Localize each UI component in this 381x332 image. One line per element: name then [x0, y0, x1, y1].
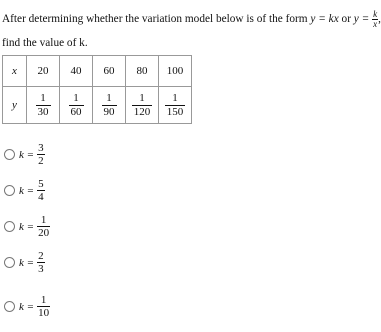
- answer-option-5[interactable]: [4, 294, 50, 319]
- radio-button[interactable]: [4, 185, 15, 196]
- form-direct: y = kx: [310, 13, 339, 26]
- x-row: [3, 56, 192, 87]
- option-label: k =: [19, 256, 35, 269]
- y-value-4: [126, 87, 159, 124]
- x-value-2: 40: [60, 56, 93, 87]
- x-value-3: 60: [93, 56, 126, 87]
- option-denominator: 4: [38, 191, 44, 204]
- y-header: y: [3, 87, 27, 124]
- variation-table: [2, 55, 192, 124]
- x-value-4: 80: [126, 56, 159, 87]
- x-value-5: 100: [159, 56, 192, 87]
- y-value-1-den: 30: [37, 105, 49, 118]
- form-inverse-denominator: x: [373, 19, 378, 29]
- y-value-3-den: 90: [103, 105, 115, 118]
- y-value-5: [159, 87, 192, 124]
- option-numerator: 5: [38, 178, 44, 190]
- option-label: k =: [19, 148, 35, 161]
- option-label: k =: [19, 300, 35, 313]
- option-denominator: 20: [38, 227, 50, 240]
- radio-button[interactable]: [4, 221, 15, 232]
- option-fraction: [37, 250, 45, 275]
- y-value-5-den: 150: [166, 105, 184, 118]
- y-value-4-den: 120: [133, 105, 151, 118]
- option-denominator: 3: [38, 263, 44, 276]
- answer-option-3[interactable]: [4, 214, 50, 239]
- option-fraction: [37, 214, 50, 239]
- option-numerator: 1: [40, 294, 47, 306]
- form-inverse-lhs: y =: [353, 13, 370, 26]
- y-value-2: [60, 87, 93, 124]
- y-value-3: [93, 87, 126, 124]
- question-line-2: find the value of k.: [2, 37, 88, 49]
- x-value-1: 20: [27, 56, 60, 87]
- answer-option-1[interactable]: [4, 142, 45, 167]
- y-value-2-num: 1: [73, 91, 79, 104]
- answer-option-2[interactable]: [4, 178, 45, 203]
- option-denominator: 2: [38, 155, 44, 168]
- option-fraction: [37, 178, 45, 203]
- y-row: [3, 87, 192, 124]
- y-value-5-num: 1: [172, 91, 178, 104]
- y-value-3-num: 1: [106, 91, 112, 104]
- option-label: k =: [19, 184, 35, 197]
- y-value-2-den: 60: [70, 105, 82, 118]
- option-numerator: 2: [38, 250, 44, 262]
- option-denominator: 10: [38, 307, 50, 320]
- option-numerator: 3: [38, 142, 44, 154]
- option-label: k =: [19, 220, 35, 233]
- question-line-1: [2, 10, 381, 29]
- y-value-1: [27, 87, 60, 124]
- option-numerator: 1: [40, 214, 47, 226]
- answer-option-4[interactable]: [4, 250, 45, 275]
- question-suffix: ,: [378, 13, 381, 26]
- y-value-1-num: 1: [40, 91, 46, 104]
- y-value-4-num: 1: [139, 91, 145, 104]
- question-prefix: After determining whether the variation model below is of the form: [2, 13, 308, 26]
- radio-button[interactable]: [4, 149, 15, 160]
- radio-button[interactable]: [4, 301, 15, 312]
- or-text: or: [341, 13, 351, 26]
- radio-button[interactable]: [4, 257, 15, 268]
- option-fraction: [37, 142, 45, 167]
- form-inverse-numerator: k: [373, 9, 378, 19]
- x-header: x: [3, 56, 27, 87]
- option-fraction: [37, 294, 50, 319]
